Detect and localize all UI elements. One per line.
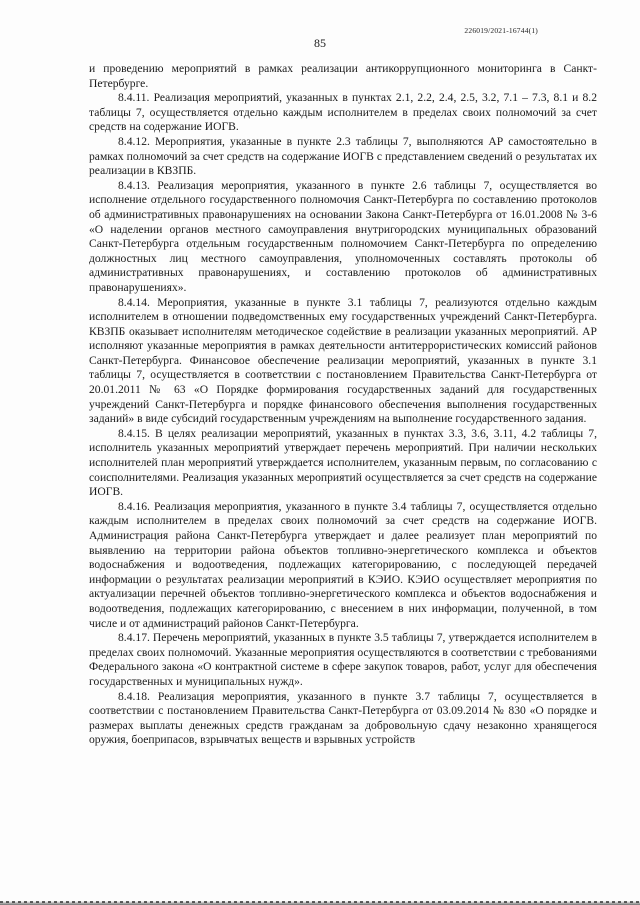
paragraph-8-4-14: 8.4.14. Мероприятия, указанные в пункте 3.1 таблицы 7, реализуются отдельно каждым исполнителем в отношении подведомственных ему государственных учреждений Санкт-Петербурга. КВЗПБ оказывает исполнителям методическое содействие в реализации указанных мероприятий. АР исполняют указанные мероприятия в рамках деятельности антитеррористических комиссий районов Санкт-Петербурга. Финансовое обеспечение реализации мероприятий, указанных в пункте 3.1 таблицы 7, осуществляется в соответствии с постановлением Правительства Санкт-Петербурга от 20.01.2011 № 63 «О Порядке формирования государственных заданий для государственных учреждений Санкт-Петербурга и порядке финансового обеспечения выполнения государственных заданий» в виде субсидий государственным учреждениям на выполнение государственного задания. — [89, 295, 597, 426]
paragraph-8-4-15: 8.4.15. В целях реализации мероприятий, указанных в пунктах 3.3, 3.6, 3.11, 4.2 таблицы 7, исполнитель указанных мероприятий утверждает перечень мероприятий. При наличии нескольких исполнителей план мероприятий утверждается исполнителем, указанным первым, по согласованию с соисполнителями. Реализация указанных мероприятий осуществляется за счет средств на содержание ИОГВ. — [89, 426, 597, 499]
paragraph-8-4-12: 8.4.12. Мероприятия, указанные в пункте 2.3 таблицы 7, выполняются АР самостоятельно в рамках полномочий за счет средств на содержание ИОГВ с представлением сведений о результатах их реализации в КВЗПБ. — [89, 134, 597, 178]
document-registration-number: 226019/2021-16744(1) — [464, 26, 538, 35]
paragraph-8-4-11: 8.4.11. Реализация мероприятий, указанных в пунктах 2.1, 2.2, 2.4, 2.5, 3.2, 7.1 – 7.3, 8.1 и 8.2 таблицы 7, осуществляется отдельно каждым исполнителем в пределах своих полномочий за счет средств на содержание ИОГВ. — [89, 91, 597, 134]
paragraph-8-4-13: 8.4.13. Реализация мероприятия, указанного в пункте 2.6 таблицы 7, осуществляется во исполнение отдельного государственного полномочия Санкт-Петербурга по составлению протоколов об административных правонарушениях на основании Закона Санкт-Петербурга от 16.01.2008 № 3-6 «О наделении органов местного самоуправления внутригородских муниципальных образований Санкт-Петербурга отдельным государственным полномочием Санкт-Петербурга по определению должностных лиц местного самоуправления, уполномоченных составлять протоколы об административных правонарушениях, и составлению протоколов об административных правонарушениях». — [89, 178, 597, 294]
scan-edge-noise — [0, 901, 640, 903]
paragraph-8-4-16: 8.4.16. Реализация мероприятия, указанного в пункте 3.4 таблицы 7, осуществляется отдельно каждым исполнителем в пределах своих полномочий за счет средств на содержание ИОГВ. Администрация района Санкт-Петербурга утверждает и далее реализует план мероприятий по выявлению на территории района объектов топливно-энергетического комплекса и объектов водоснабжения и водоотведения, подлежащих категорированию, с последующей передачей информации о результатах реализации мероприятий в КЭИО. КЭИО осуществляет мероприятия по актуализации перечней объектов топливно-энергетического комплекса и объектов водоснабжения и водоотведения, подлежащих категорированию, с внесением в них информации, полученной, в том числе и от администраций районов Санкт-Петербурга. — [89, 499, 597, 630]
document-body — [89, 62, 597, 748]
page-number: 85 — [314, 36, 326, 50]
paragraph-continuation: и проведению мероприятий в рамках реализации антикоррупционного мониторинга в Санкт-Петербурге. — [89, 62, 597, 90]
paragraph-8-4-18: 8.4.18. Реализация мероприятия, указанного в пункте 3.7 таблицы 7, осуществляется в соответствии с постановлением Правительства Санкт-Петербурга от 03.09.2014 № 830 «О порядке и размерах выплаты денежных средств гражданам за добровольную сдачу незаконно хранящегося оружия, боеприпасов, взрывчатых веществ и взрывных устройств — [89, 689, 597, 747]
paragraph-8-4-17: 8.4.17. Перечень мероприятий, указанных в пункте 3.5 таблицы 7, утверждается исполнителем в пределах своих полномочий. Указанные мероприятия осуществляются в соответствии с требованиями Федерального закона «О контрактной системе в сфере закупок товаров, работ, услуг для обеспечения государственных и муниципальных нужд». — [89, 631, 597, 688]
